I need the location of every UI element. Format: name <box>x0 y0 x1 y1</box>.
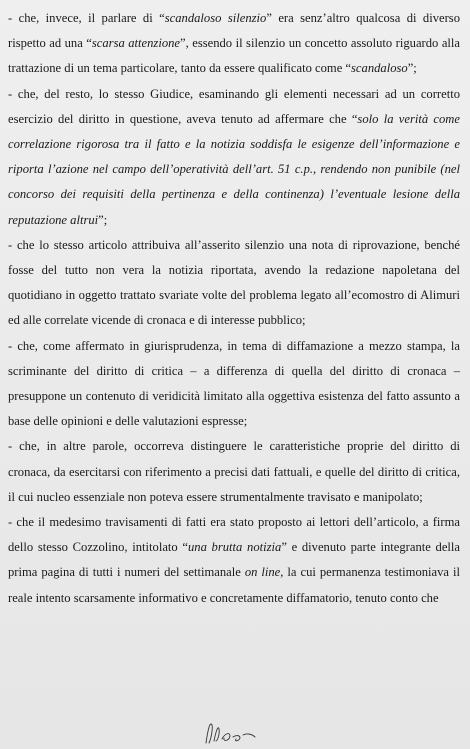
paragraph-1 <box>8 6 460 82</box>
paragraph-2 <box>8 82 460 233</box>
paragraph-4 <box>8 334 460 435</box>
handwritten-initials-signature <box>200 715 260 747</box>
text-run: - che lo stesso articolo attribuiva all’asserito silenzio una nota di riprovazione, benché fosse del tutto non vera la notizia riportata, avendo la redazione napoletana del quotidiano in oggetto trattato svariate volte del problema legato all’ecomostro di Alimuri ed alle correlate vicende di cronaca e di interesse pubblico; <box>8 237 460 328</box>
text-run: - che il medesimo travisamenti di fatti era stato proposto ai lettori dell’articolo, a firma dello stesso Cozzolino, intitolato “ <box>8 515 460 555</box>
text-run: - che, come affermato in giurisprudenza, in tema di diffamazione a mezzo stampa, la scriminante del diritto di critica – a differenza di quella del diritto di cronaca – presuppone un contenuto di veridicità limitato alla oggettiva esistenza del fatto assunto a base delle opinioni e delle valutazioni espresse; <box>8 338 460 429</box>
paragraph-6 <box>8 510 460 611</box>
text-run: - che, in altre parole, occorreva distinguere le caratteristiche proprie del diritto di cronaca, da esercitarsi con riferimento a precisi dati fattuali, e quelle del diritto di critica, il cui nucleo essenziale non poteva essere strumentalmente travisato e manipolato; <box>8 439 460 504</box>
text-run: ”; <box>98 212 108 227</box>
text-run: ”, essendo il silenzio un concetto assoluto riguardo alla trattazione di un tema particolare, tanto da essere qualificato come “ <box>8 36 460 76</box>
italic-quote-run: solo la verità come correlazione rigorosa tra il fatto e la notizia soddisfa le esigenze dell’informazione e riporta l’azione nel campo dell’operatività dell’art. 51 c.p., rendendo non punibile (nel concorso dei requisiti della pertinenza e della continenza) l’eventuale lesione della reputazione altrui <box>8 111 460 227</box>
text-run: ” era senz’altro qualcosa di diverso rispetto ad una “ <box>8 11 460 51</box>
italic-quote-run: scarsa attenzione <box>91 36 181 51</box>
text-run: ” e divenuto parte integrante della prima pagina di tutti i numeri del settimanale <box>8 540 460 580</box>
paragraph-3 <box>8 233 460 334</box>
italic-quote-run: scandaloso <box>351 61 408 76</box>
text-run: ”; <box>407 61 417 76</box>
document-body <box>8 6 460 611</box>
italic-quote-run: una brutta notizia <box>187 540 282 555</box>
text-run: - che, del resto, lo stesso Giudice, esaminando gli elementi necessari ad un corretto esercizio del diritto in questione, aveva tenuto ad affermare che “ <box>8 86 460 126</box>
italic-quote-run: scandaloso silenzio <box>164 11 267 25</box>
text-run: - che, invece, il parlare di “ <box>8 11 165 25</box>
paragraph-5 <box>8 434 460 510</box>
text-run: , la cui permanenza testimoniava il reale intento scarsamente informativo e concretamente diffamatorio, tenuto conto che <box>8 565 460 605</box>
italic-quote-run: on line <box>244 565 281 580</box>
